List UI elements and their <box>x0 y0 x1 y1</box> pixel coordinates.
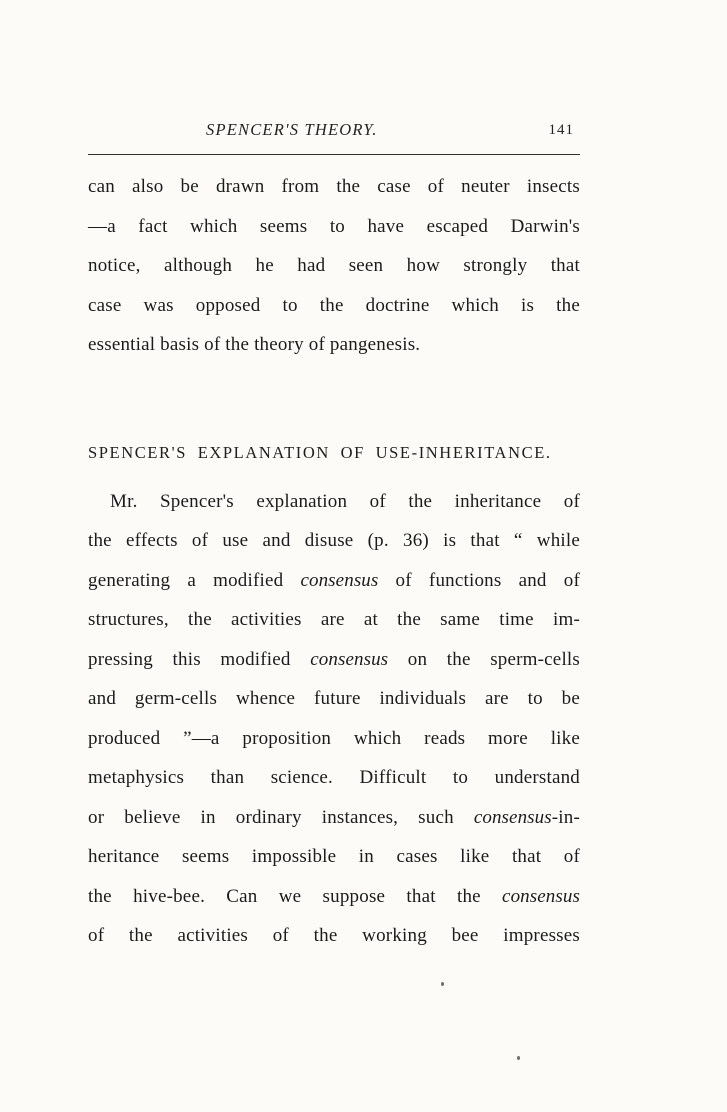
text-line: heritance seems impossible in cases like that of <box>88 846 580 867</box>
text-line: case was opposed to the doctrine which is the <box>88 294 580 316</box>
paragraph-1 <box>88 167 580 365</box>
paragraph-2 <box>88 482 580 956</box>
page-number: 141 <box>548 122 574 138</box>
text-line: the effects of use and disuse (p. 36) is that “ while <box>88 530 580 551</box>
text-line: essential basis of the theory of pangenesis. <box>88 334 421 355</box>
text-column <box>88 120 580 956</box>
text-line: structures, the activities are at the same time im- <box>88 609 580 630</box>
scan-speck <box>517 1056 520 1060</box>
running-header <box>88 120 580 144</box>
text-line: Mr. Spencer's explanation of the inheritance of <box>110 490 580 512</box>
text-line: notice, although he had seen how strongly that <box>88 255 580 276</box>
text-line: pressing this modified consensus on the sperm-cells <box>88 648 580 670</box>
text-line: generating a modified consensus of functions and of <box>88 569 580 591</box>
text-line: —a fact which seems to have escaped Darwin's <box>88 215 580 237</box>
text-line: of the activities of the working bee impresses <box>88 925 580 946</box>
section-heading: SPENCER'S EXPLANATION OF USE-INHERITANCE. <box>88 442 552 462</box>
running-header-title: SPENCER'S THEORY. <box>206 120 378 139</box>
header-rule <box>88 154 580 155</box>
text-line: or believe in ordinary instances, such consensus-in- <box>88 806 580 828</box>
text-line: the hive-bee. Can we suppose that the consensus <box>88 885 580 907</box>
text-line: and germ-cells whence future individuals are to be <box>88 688 580 709</box>
text-line: produced ”—a proposition which reads more like <box>88 727 580 749</box>
text-line: can also be drawn from the case of neuter insects <box>88 176 580 197</box>
scan-speck <box>441 982 444 986</box>
text-line: metaphysics than science. Difficult to understand <box>88 767 580 788</box>
